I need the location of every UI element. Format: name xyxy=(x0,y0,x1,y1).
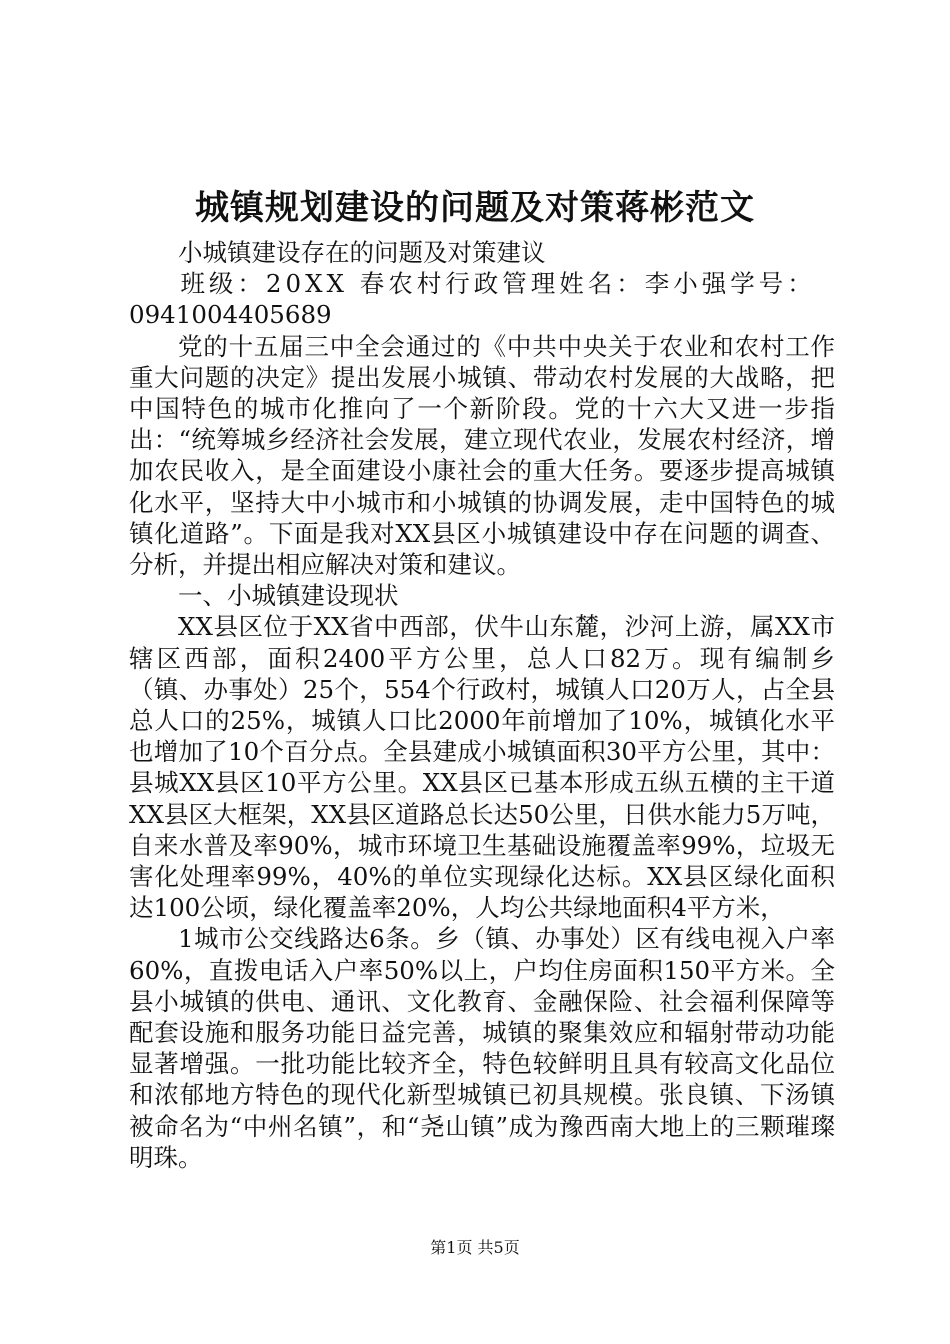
section-heading: 一、小城镇建设现状 xyxy=(178,581,399,611)
document-body xyxy=(129,237,835,1173)
subtitle: 小城镇建设存在的问题及对策建议 xyxy=(178,238,546,267)
page-footer: 第1页 共5页 xyxy=(430,1238,520,1257)
paragraph-status: XX县区位于XX省中西部，伏牛山东麓，沙河上游，属XX市辖区西部，面积2400平方公里，总人口82万。现有编制乡（镇、办事处）25个，554个行政村，城镇人口20万人，占全县总人口的25%，城镇人口比2000年前增加了10%，城镇化水平也增加了10个百分点。全县建成小城镇面积30平方公里，其中：县城XX县区10平方公里。XX县区已基本形成五纵五横的主干道XX县区大框架，XX县区道路总长达50公里，日供水能力5万吨，自来水普及率90%，城市环境卫生基础设施覆盖率99%，垃圾无害化处理率99%，40%的单位实现绿化达标。XX县区绿化面积达100公顷，绿化覆盖率20%，人均公共绿地面积4平方米， xyxy=(129,612,835,923)
student-info-line: 班级：20XX 春农村行政管理姓名：李小强学号： xyxy=(180,269,816,299)
paragraph-intro: 党的十五届三中全会通过的《中共中央关于农业和农村工作重大问题的决定》提出发展小城镇、带动农村发展的大战略，把中国特色的城市化推向了一个新阶段。党的十六大又进一步指出：“统筹城乡经济社会发展，建立现代农业，发展农村经济，增加农民收入，是全面建设小康社会的重大任务。要逐步提高城镇化水平，坚持大中小城市和小城镇的协调发展，走中国特色的城镇化道路”。下面是我对XX县区小城镇建设中存在问题的调查、分析，并提出相应解决对策和建议。 xyxy=(129,331,835,580)
paragraph-facilities: 1城市公交线路达6条。乡（镇、办事处）区有线电视入户率60%，直拨电话入户率50%以上，户均住房面积150平方米。全县小城镇的供电、通讯、文化教育、金融保险、社会福利保障等配套设施和服务功能日益完善，城镇的聚集效应和辐射带动功能显著增强。一批功能比较齐全，特色较鲜明且具有较高文化品位和浓郁地方特色的现代化新型城镇已初具规模。张良镇、下汤镇被命名为“中州名镇”，和“尧山镇”成为豫西南大地上的三颗璀璨明珠。 xyxy=(129,924,835,1172)
document-title: 城镇规划建设的问题及对策蒋彬范文 xyxy=(195,188,755,228)
student-number: 0941004405689 xyxy=(129,300,332,330)
